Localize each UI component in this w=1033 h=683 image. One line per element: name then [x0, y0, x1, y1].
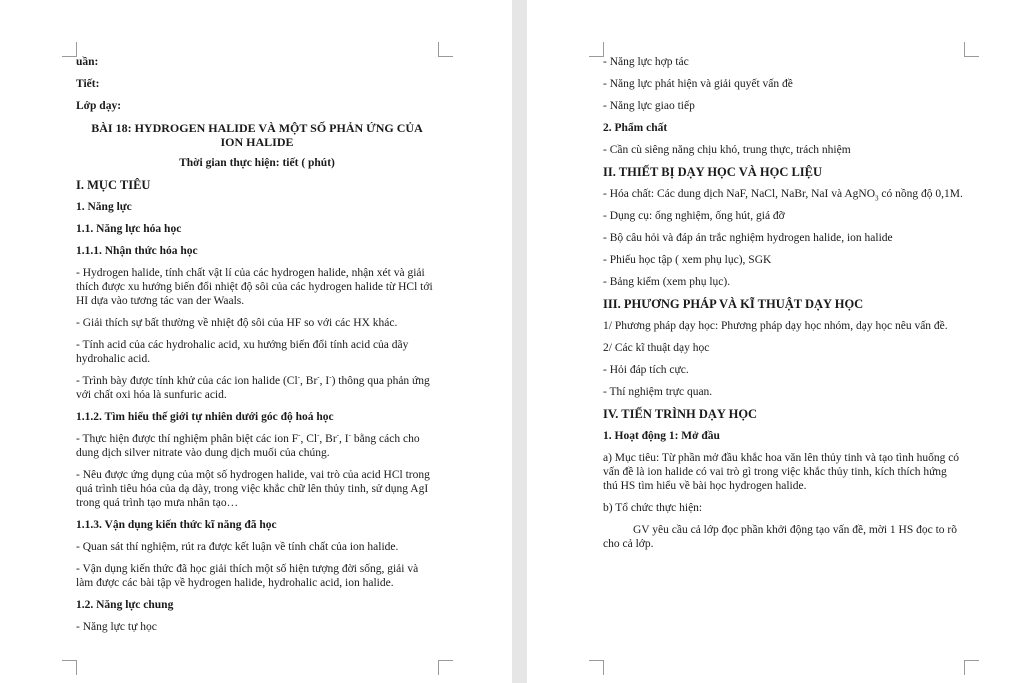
section-heading: III. PHƯƠNG PHÁP VÀ KĨ THUẬT DẠY HỌC — [603, 297, 864, 311]
superscript: - — [329, 373, 332, 382]
title-line-1: BÀI 18: HYDROGEN HALIDE VÀ MỘT SỐ PHẢN ỨNG CỦA — [91, 121, 423, 135]
paragraph: - Năng lực tự học — [76, 621, 157, 633]
text-run: , Br — [319, 433, 337, 445]
crop-mark — [964, 42, 979, 57]
right-page-content — [603, 55, 963, 559]
crop-mark — [589, 660, 604, 675]
section-heading: I. MỤC TIÊU — [76, 178, 151, 192]
text-run: , Cl — [300, 433, 318, 445]
crop-mark — [438, 42, 453, 57]
paragraph: - Năng lực phát hiện và giải quyết vấn đề — [603, 78, 793, 90]
crop-mark — [438, 660, 453, 675]
superscript: - — [317, 431, 320, 440]
text-run: - Thực hiện được thí nghiệm phân biệt các ion F — [76, 433, 299, 445]
left-page-content — [76, 55, 438, 642]
tiet-label: Tiết: — [76, 78, 100, 90]
text-run: , I — [339, 433, 349, 445]
paragraph: b) Tổ chức thực hiện: — [603, 502, 703, 514]
subheading: 1.2. Năng lực chung — [76, 599, 174, 611]
superscript: - — [348, 431, 351, 440]
title-line-2: ION HALIDE — [220, 135, 294, 149]
paragraph: - Cần cù siêng năng chịu khó, trung thực, trách nhiệm — [603, 144, 851, 156]
subheading: 1.1.2. Tìm hiểu thế giới tự nhiên dưới góc độ hoá học — [76, 411, 334, 423]
paragraph: - Năng lực giao tiếp — [603, 100, 695, 112]
paragraph: - Phiếu học tập ( xem phụ lục), SGK — [603, 254, 772, 266]
text-run: , I — [319, 375, 330, 387]
paragraph: - Nêu được ứng dụng của một số hydrogen halide, vai trò của acid HCl trong quá trình tiêu hóa của dạ dày, trong việc khắc chữ lên thủy tinh, sử dụng AgI trong quá trình tạo mưa nhân tạo… — [76, 469, 430, 509]
text-run: - Trình bày được tính khử của các ion halide (Cl — [76, 375, 298, 387]
subheading: 1.1.3. Vận dụng kiến thức kĩ năng đã học — [76, 519, 277, 531]
paragraph: - Bảng kiểm (xem phụ lục). — [603, 276, 731, 288]
crop-mark — [62, 42, 77, 57]
paragraph — [76, 374, 438, 402]
section-heading: II. THIẾT BỊ DẠY HỌC VÀ HỌC LIỆU — [603, 165, 823, 179]
tuan-label: uần: — [76, 56, 99, 68]
lesson-title — [76, 121, 438, 149]
paragraph: 1/ Phương pháp dạy học: Phương pháp dạy học nhóm, dạy học nêu vấn đề. — [603, 320, 948, 332]
subheading: 1. Hoạt động 1: Mở đầu — [603, 430, 720, 442]
subscript: 3 — [875, 194, 879, 203]
text-run: - Hóa chất: Các dung dịch NaF, NaCl, NaBr, NaI và AgNO — [603, 188, 875, 200]
subheading: 2. Phẩm chất — [603, 122, 668, 134]
crop-mark — [589, 42, 604, 57]
paragraph: - Quan sát thí nghiệm, rút ra được kết luận về tính chất của ion halide. — [76, 541, 399, 553]
superscript: - — [317, 373, 320, 382]
text-run: ) thông qua phản ứng với chất oxi hóa là sunfuric acid. — [76, 375, 430, 401]
superscript: - — [297, 373, 301, 382]
paragraph — [603, 187, 963, 201]
paragraph: - Tính acid của các hydrohalic acid, xu hướng biến đổi tính acid của dãy hydrohalic acid. — [76, 339, 409, 365]
crop-mark — [62, 660, 77, 675]
paragraph — [76, 432, 438, 460]
paragraph: - Giải thích sự bất thường về nhiệt độ sôi của HF so với các HX khác. — [76, 317, 398, 329]
paragraph: - Dụng cụ: ống nghiệm, ống hút, giá đỡ — [603, 210, 785, 222]
lop-label: Lớp dạy: — [76, 100, 122, 112]
superscript: - — [298, 431, 301, 440]
superscript: - — [336, 431, 339, 440]
section-heading: IV. TIẾN TRÌNH DẠY HỌC — [603, 407, 758, 421]
time-line: Thời gian thực hiện: tiết ( phút) — [179, 157, 335, 169]
paragraph: - Vận dụng kiến thức đã học giải thích một số hiện tượng đời sống, giải và làm được các bài tập về hydrogen halide, hydrohalic acid, ion halide. — [76, 563, 419, 589]
paragraph: GV yêu cầu cả lớp đọc phần khởi động tạo vấn đề, mời 1 HS đọc to rõ cho cả lớp. — [603, 524, 957, 550]
subheading: 1.1. Năng lực hóa học — [76, 223, 182, 235]
subheading: 1. Năng lực — [76, 201, 132, 213]
text-run: , Br — [300, 375, 318, 387]
paragraph: - Thí nghiệm trực quan. — [603, 386, 713, 398]
paragraph: 2/ Các kĩ thuật dạy học — [603, 342, 710, 354]
paragraph: - Bộ câu hỏi và đáp án trắc nghiệm hydrogen halide, ion halide — [603, 232, 893, 244]
paragraph: a) Mục tiêu: Từ phần mở đầu khắc hoa văn lên thủy tinh và tạo tình huống có vấn đề là ion halide có vai trò gì trong việc khắc thủy tinh, kích thích hứng thú HS tìm hiểu về bài học hydrogen halide. — [603, 452, 960, 492]
paragraph: - Năng lực hợp tác — [603, 56, 689, 68]
crop-mark — [964, 660, 979, 675]
paragraph: - Hydrogen halide, tính chất vật lí của các hydrogen halide, nhận xét và giải thích được xu hướng biến đổi nhiệt độ sôi của các hydrogen halide từ HCl tới HI dựa vào tương tác van der Waals. — [76, 267, 433, 307]
text-run: có nồng độ 0,1M. — [878, 188, 963, 200]
paragraph: - Hỏi đáp tích cực. — [603, 364, 689, 376]
subheading: 1.1.1. Nhận thức hóa học — [76, 245, 198, 257]
text-run: bằng cách cho dung dịch silver nitrate vào dung dịch muối của chúng. — [76, 433, 420, 459]
